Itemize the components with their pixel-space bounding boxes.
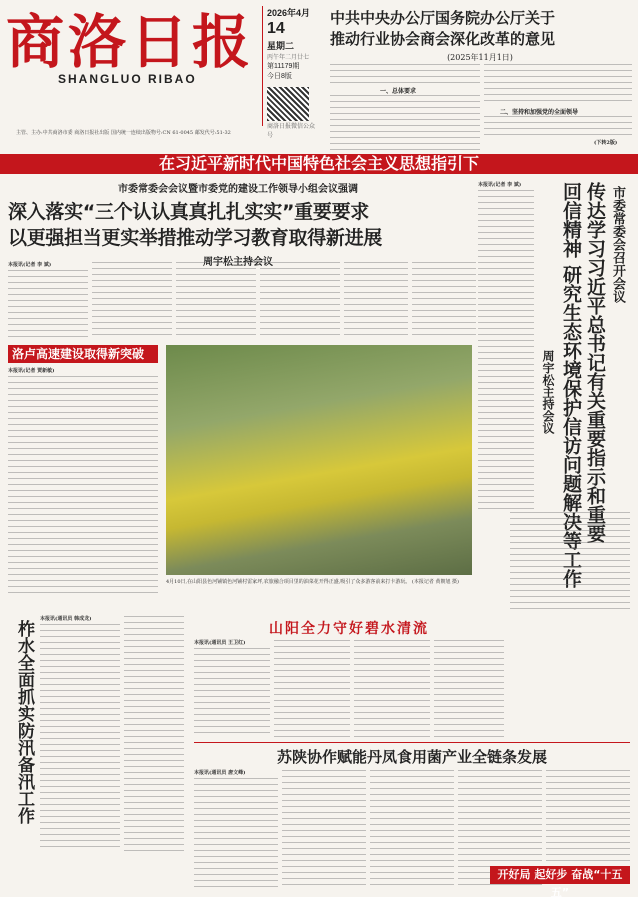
lead-body-6 (412, 262, 476, 338)
footer-slogan[interactable]: 开好局 起好步 奋战“十五五” (497, 868, 623, 897)
cooperation-body-2 (282, 770, 366, 890)
cooperation-header (194, 748, 630, 766)
top-story-subhead-1: 一、总体要求 (380, 88, 417, 95)
date-year-month: 2026年4月 (267, 8, 311, 18)
right-body-1 (478, 190, 534, 510)
photo-caption (166, 579, 472, 586)
top-story-title-2[interactable]: 推动行业协会商会深化改革的意见 (330, 30, 556, 48)
cooperation-body-3 (370, 770, 454, 890)
logo-pinyin: SHANGLUO RIBAO (58, 72, 197, 86)
headline-banner (0, 154, 638, 174)
right-reporter: 本报讯(记者 李 斌) (478, 182, 522, 188)
shanyang-header (194, 620, 504, 638)
lead-title-1[interactable]: 深入落实“三个认认真真扎扎实实”重要要求 (8, 201, 369, 223)
top-story-date: (2025年11月1日) (447, 53, 513, 62)
lunar-date: 丙午年二月廿七 (267, 55, 310, 61)
lead-body-5 (344, 262, 408, 338)
cooperation-title[interactable]: 苏陕协作赋能丹凤食用菌产业全链条发展 (276, 748, 547, 766)
highway-body (8, 376, 158, 598)
date-day: 14 (267, 20, 285, 37)
shanyang-body-2 (274, 640, 350, 738)
shanyang-body-1 (194, 648, 270, 738)
highway-title[interactable]: 洛卢高速建设取得新突破 (12, 347, 145, 361)
qr-label: 商洛日报微信公众号 (267, 124, 316, 139)
page-count: 今日8版 (267, 73, 292, 80)
lead-body-4 (260, 262, 340, 338)
lead-body-3 (176, 262, 256, 338)
right-title-b[interactable]: 回信精神 研究生态环境保护信访问题解决等工作 (560, 182, 582, 588)
banner-text: 在习近平新时代中国特色社会主义思想指引下 (158, 154, 479, 173)
cooperation-reporter: 本报讯(通讯员 唐文峰) (194, 770, 246, 776)
section-divider (194, 742, 630, 743)
right-body-2 (510, 512, 630, 614)
right-title-a[interactable]: 传达学习习近平总书记有关重要指示和重要 (584, 182, 606, 543)
publisher-line: 主管、主办:中共商洛市委 商洛日报社出版 国内统一连续出版物号:CN 61-0045 邮发代号:51-32 (16, 130, 231, 136)
lead-byline: 周宇松主持会议 (203, 257, 273, 268)
lead-kicker: 市委常委会会议暨市委党的建设工作领导小组会议强调 (118, 184, 358, 195)
date-box (262, 6, 316, 139)
masthead-logo (6, 8, 256, 112)
shanyang-title[interactable]: 山阳全力守好碧水清流 (269, 621, 429, 637)
photo-caption-text: 4月10日,在山阳县色河铺镇色河铺村雷家坪,农旅融合项目里的油菜花开得正盛,吸引了众多游客前来打卡游玩。 (166, 579, 411, 585)
highway-reporter: 本报讯(记者 贾新敏) (8, 368, 55, 374)
top-story-body-4 (484, 116, 632, 138)
photo-credit: (本报记者 黄朝旭 摄) (411, 579, 460, 585)
lead-body-2 (92, 262, 172, 338)
logo-text: 商洛日报 (6, 8, 255, 76)
right-byline: 周宇松主持会议 (541, 350, 555, 434)
flood-title[interactable]: 柞水全面抓实防汛备汛工作 (14, 620, 34, 824)
qr-code-icon[interactable] (267, 87, 309, 121)
flood-reporter: 本报讯(通讯员 韩成龙) (40, 616, 92, 622)
lead-reporter: 本报讯(记者 李 斌) (8, 262, 52, 268)
top-story-body-1 (330, 64, 480, 86)
top-story (330, 8, 630, 63)
lead-body-1 (8, 270, 88, 338)
lead-story (8, 180, 468, 268)
news-photo[interactable] (166, 345, 472, 575)
lead-title-2[interactable]: 以更强担当更实举措推动学习教育取得新进展 (8, 227, 383, 249)
flood-body-1 (40, 624, 120, 852)
right-kicker: 市委常委会召开会议 (610, 186, 625, 303)
cooperation-body-1 (194, 778, 278, 890)
weekday: 星期二 (267, 41, 295, 51)
issue-number: 第11179期 (267, 63, 300, 70)
shanyang-body-3 (354, 640, 430, 738)
top-story-title-1[interactable]: 中共中央办公厅国务院办公厅关于 (330, 9, 556, 27)
top-story-body-2 (330, 95, 480, 150)
top-story-body-3 (484, 64, 632, 106)
cooperation-body-5 (546, 770, 630, 862)
shanyang-reporter: 本报讯(通讯员 王卫红) (194, 640, 246, 646)
top-story-continued[interactable]: (下转2版) (594, 140, 618, 146)
top-story-subhead-2: 二、坚持和加强党的全面领导 (500, 109, 579, 116)
footer-slogan-band (490, 866, 630, 897)
flood-body-2 (124, 616, 184, 852)
highway-title-band (8, 345, 158, 363)
shanyang-body-4 (434, 640, 504, 738)
